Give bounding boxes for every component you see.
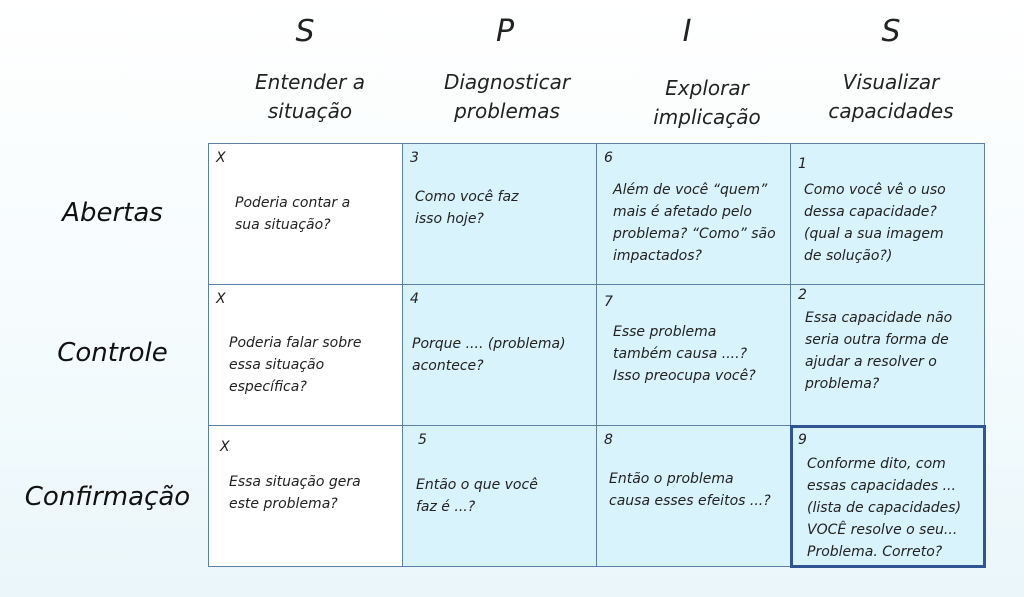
cell-number: 8	[604, 432, 613, 448]
cell-question: Além de você “quem” mais é afetado pelo problema? “Como” são impactados?	[613, 182, 776, 264]
cell-confirmacao-capacidades	[791, 426, 985, 567]
row-header-abertas: Abertas	[62, 198, 163, 228]
cell-controle-problemas	[403, 285, 597, 426]
grid-row-confirmacao	[209, 426, 985, 567]
cell-number: 2	[798, 287, 807, 303]
cell-number: X	[216, 291, 226, 307]
cell-number: 3	[410, 150, 419, 166]
cell-question: Esse problema também causa ....? Isso preocupa você?	[613, 324, 756, 384]
cell-question: Conforme dito, com essas capacidades ... (lista de capacidades) VOCÊ resolve o seu... Problema. Correto?	[807, 456, 962, 560]
cell-question: Como você faz isso hoje?	[415, 189, 519, 227]
cell-question: Então o problema causa esses efeitos ...?	[609, 471, 771, 509]
row-header-controle: Controle	[57, 338, 168, 368]
cell-number: 7	[604, 294, 613, 310]
cell-controle-situacao	[209, 285, 403, 426]
cell-confirmacao-implicacao	[597, 426, 791, 567]
column-header-problemas: Diagnosticar problemas	[443, 70, 571, 123]
cell-number: 1	[798, 156, 807, 172]
cell-number: 9	[798, 432, 807, 448]
cell-question: Essa situação gera este problema?	[229, 474, 361, 512]
column-header-implicacao: Explorar implicação	[653, 76, 761, 129]
column-letter-s1: S	[295, 14, 315, 49]
column-header-situacao: Entender a situação	[255, 70, 365, 123]
cell-number: 6	[604, 150, 613, 166]
cell-question: Então o que você faz é ...?	[416, 477, 538, 515]
cell-question: Porque .... (problema) acontece?	[412, 336, 566, 374]
cell-confirmacao-problemas	[403, 426, 597, 567]
row-header-confirmacao: Confirmação	[24, 482, 191, 512]
cell-abertas-situacao	[209, 144, 403, 285]
cell-question: Essa capacidade não seria outra forma de ajudar a resolver o problema?	[805, 310, 953, 392]
grid-row-controle	[209, 285, 985, 426]
cell-number: X	[220, 439, 230, 455]
cell-abertas-implicacao	[597, 144, 791, 285]
cell-number: 4	[410, 291, 419, 307]
grid-row-abertas	[209, 144, 985, 285]
cell-question: Poderia contar a sua situação?	[235, 195, 351, 233]
spis-question-grid	[208, 143, 985, 567]
column-letter-i: I	[682, 14, 692, 49]
column-letter-s2: S	[881, 14, 901, 49]
cell-controle-implicacao	[597, 285, 791, 426]
column-header-capacidades: Visualizar capacidades	[828, 70, 954, 123]
cell-controle-capacidades	[791, 285, 985, 426]
cell-abertas-capacidades	[791, 144, 985, 285]
cell-confirmacao-situacao	[209, 426, 403, 567]
cell-question: Como você vê o uso dessa capacidade? (qual a sua imagem de solução?)	[804, 182, 946, 264]
column-letter-p: P	[495, 14, 515, 49]
cell-number: 5	[418, 432, 427, 448]
cell-abertas-problemas	[403, 144, 597, 285]
cell-number: X	[216, 150, 226, 166]
cell-question: Poderia falar sobre essa situação específica?	[229, 335, 362, 395]
